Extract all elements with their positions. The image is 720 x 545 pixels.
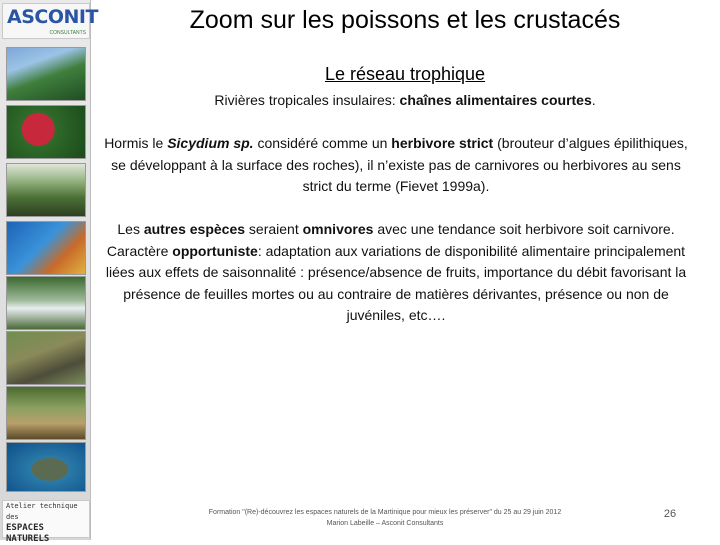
- para2-b: seraient: [245, 221, 303, 237]
- atelier-logo: [2, 500, 90, 544]
- atelier-line1: Atelier technique des: [6, 502, 78, 521]
- photo-river: [6, 276, 86, 330]
- sidebar-panel: [0, 0, 98, 544]
- atelier-line2: ESPACES NATURELS: [6, 523, 50, 544]
- photo-coral-reef: [6, 221, 86, 275]
- photo-boardwalk: [6, 386, 86, 440]
- para2-d: Caractère: [106, 242, 173, 259]
- photo-flower: [6, 105, 86, 159]
- para2-e: : adaptation aux variations de disponibilité alimentaire principalement liées aux effets de saisonnalité : présence/absence de fruits, importance du débit favorisant la présence de feuilles mortes ou au contraire de matières dérivantes, présence ou non de juvéniles, etc….: [105, 242, 687, 323]
- logo-subtext: CONSULTANTS: [49, 30, 86, 36]
- autres-especes: autres espèces: [143, 221, 246, 237]
- para1-b: considéré comme un: [253, 135, 392, 151]
- intro-line: [100, 92, 710, 108]
- photo-iguana: [6, 331, 86, 385]
- photo-coastline: [6, 47, 86, 101]
- photo-sea-turtle: [6, 442, 86, 492]
- paragraph-omnivores: [100, 219, 692, 327]
- photo-forest: [6, 163, 86, 217]
- species-name: Sicydium sp.: [167, 135, 254, 151]
- logo-brand: ASCONIT: [7, 6, 98, 28]
- para1-c: (brouteur d’algues épilithiques, se développant à la surface des roches), il n’existe pas de carnivores ou herbivores au sens strict du terme (Fievet 1999a).: [111, 135, 688, 194]
- asconit-logo: [2, 3, 98, 39]
- para1-a: Hormis le: [104, 135, 168, 151]
- para2-c: avec une tendance soit herbivore soit carnivore.: [373, 221, 675, 237]
- intro-bold: chaînes alimentaires courtes: [399, 92, 592, 108]
- herbivore-strict: herbivore strict: [391, 135, 494, 151]
- opportuniste: opportuniste: [172, 242, 258, 259]
- slide-title: Zoom sur les poissons et les crustacés: [189, 6, 621, 34]
- footer-line1: Formation "(Re)-découvrez les espaces naturels de la Martinique pour mieux les préserver" du 25 au 29 juin 2012: [208, 509, 562, 516]
- slide-subtitle: Le réseau trophique: [324, 64, 486, 84]
- page-number: 26: [663, 508, 677, 520]
- para2-a: Les: [117, 221, 144, 237]
- paragraph-sicydium: [100, 133, 692, 198]
- slide-footer: [170, 507, 600, 529]
- intro-suffix: .: [591, 92, 596, 108]
- footer-line2: Marion Labeille – Asconit Consultants: [326, 520, 444, 527]
- omnivores: omnivores: [302, 221, 374, 237]
- intro-prefix: Rivières tropicales insulaires:: [214, 92, 400, 108]
